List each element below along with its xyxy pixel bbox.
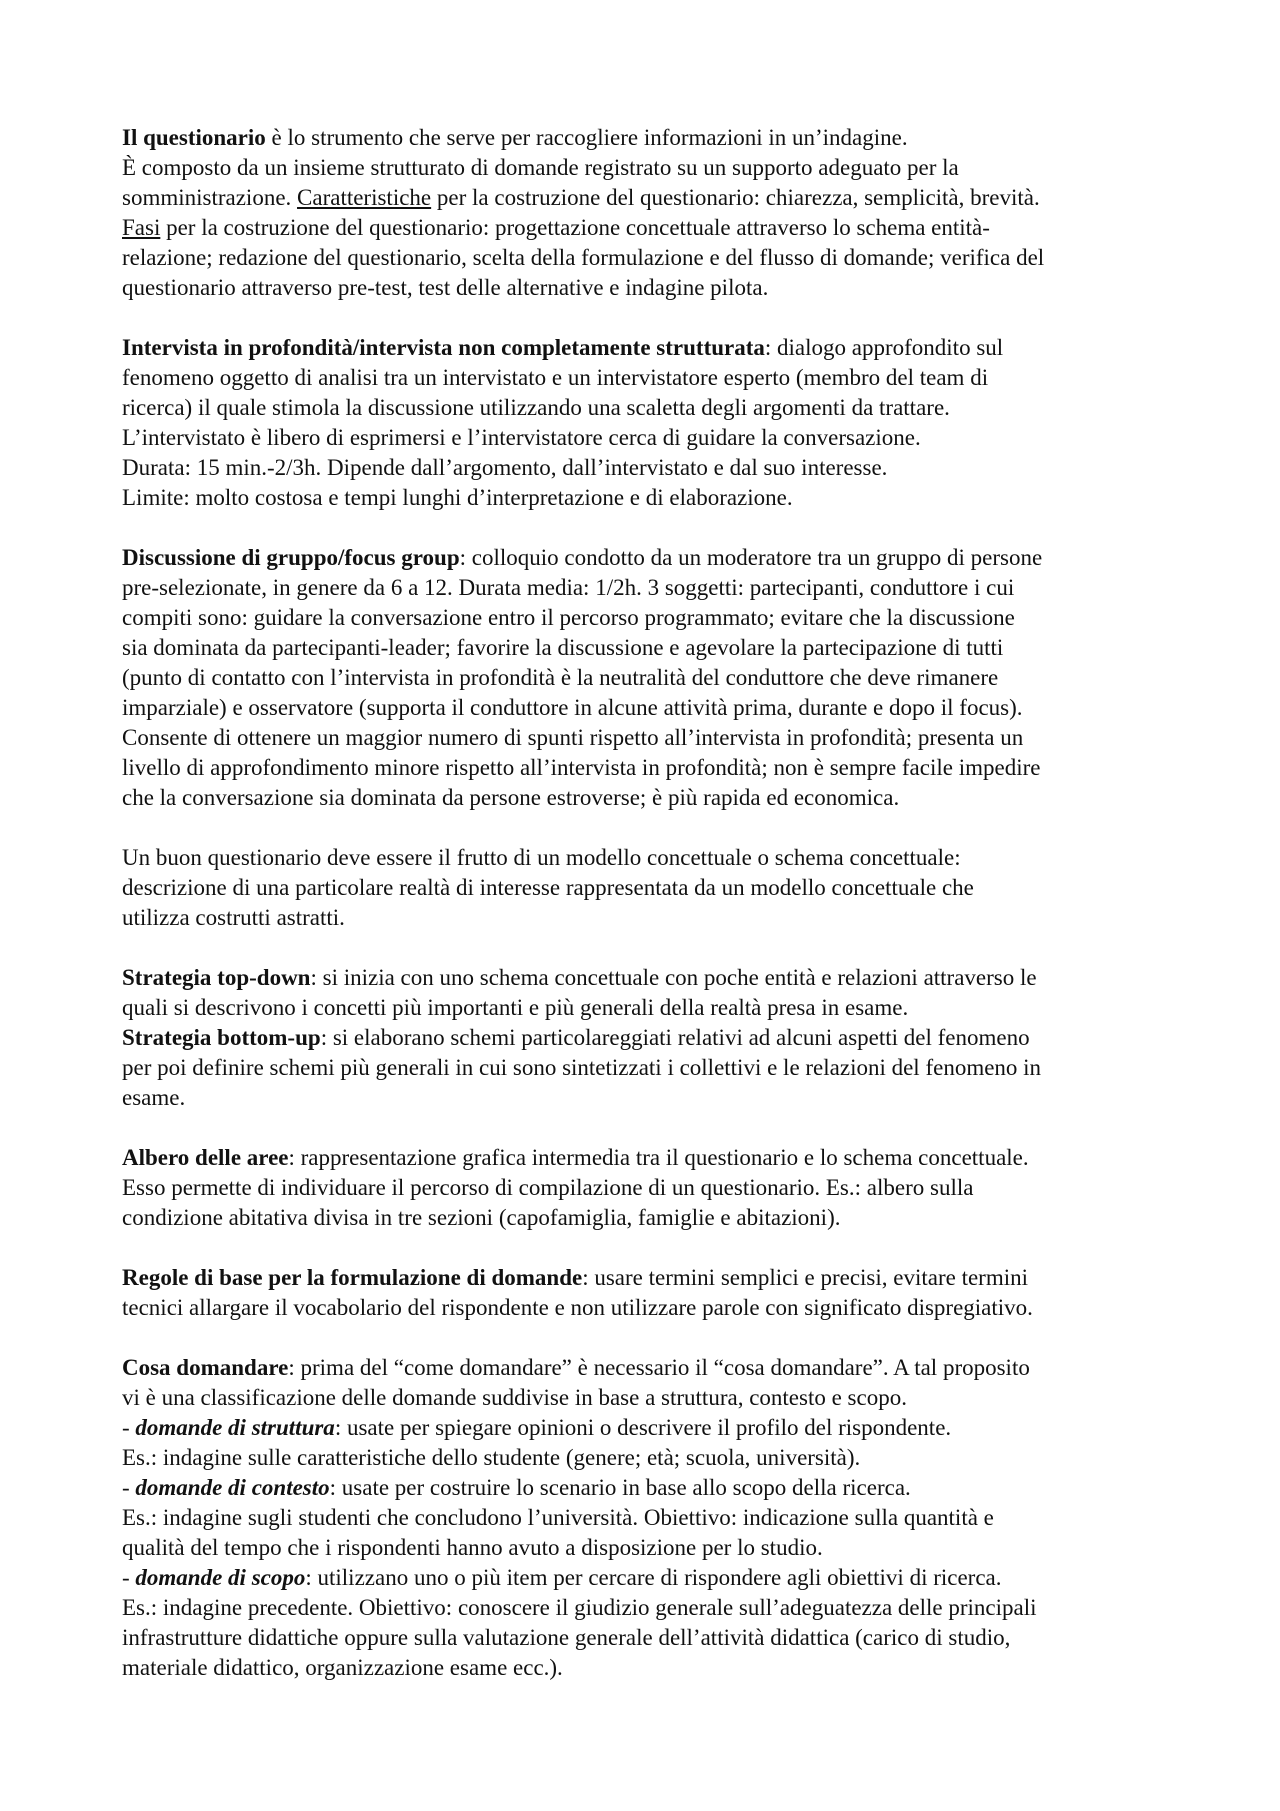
text-line: Strategia bottom-up: si elaborano schemi particolareggiati relativi ad alcuni aspetti del fenomeno: [122, 1025, 1030, 1050]
text-line: Esso permette di individuare il percorso di compilazione di un questionario. Es.: albero sulla: [122, 1175, 974, 1200]
paragraph-questionario: [122, 123, 1180, 303]
text-line: (punto di contatto con l’intervista in profondità è la neutralità del conduttore che deve rimanere: [122, 665, 999, 690]
paragraph-modello-concettuale: [122, 843, 1180, 933]
text-line: Consente di ottenere un maggior numero di spunti rispetto all’intervista in profondità; presenta un: [122, 725, 1024, 750]
term-domande-scopo: domande di scopo: [135, 1565, 306, 1590]
text-line: descrizione di una particolare realtà di interesse rappresentata da un modello concettuale che: [122, 875, 974, 900]
text-line: È composto da un insieme strutturato di domande registrato su un supporto adeguato per la: [122, 155, 959, 180]
text-line: Intervista in profondità/intervista non completamente strutturata: dialogo approfondito sul: [122, 335, 1004, 360]
text-line: materiale didattico, organizzazione esame ecc.).: [122, 1655, 563, 1680]
text-line: Fasi per la costruzione del questionario: progettazione concettuale attraverso lo schema entità-: [122, 215, 990, 240]
term-questionario: Il questionario: [122, 125, 266, 150]
text-line: condizione abitativa divisa in tre sezioni (capofamiglia, famiglie e abitazioni).: [122, 1205, 841, 1230]
text-line: Un buon questionario deve essere il frutto di un modello concettuale o schema concettuale:: [122, 845, 961, 870]
text-line: quali si descrivono i concetti più importanti e più generali della realtà presa in esame.: [122, 995, 909, 1020]
term-domande-struttura: domande di struttura: [135, 1415, 335, 1440]
text-line: imparziale) e osservatore (supporta il conduttore in alcune attività prima, durante e dopo il focus).: [122, 695, 1023, 720]
underlined-fasi: Fasi: [122, 215, 161, 240]
term-intervista: Intervista in profondità/intervista non completamente strutturata: [122, 335, 765, 360]
text-line: qualità del tempo che i rispondenti hanno avuto a disposizione per lo studio.: [122, 1535, 823, 1560]
text-line: sia dominata da partecipanti-leader; favorire la discussione e agevolare la partecipazione di tutti: [122, 635, 1004, 660]
text-line: Albero delle aree: rappresentazione grafica intermedia tra il questionario e lo schema concettuale.: [122, 1145, 1029, 1170]
text-line: Es.: indagine sulle caratteristiche dello studente (genere; età; scuola, università).: [122, 1445, 861, 1470]
list-item-struttura: - domande di struttura: usate per spiegare opinioni o descrivere il profilo del rispondente.: [122, 1415, 952, 1440]
text-line: Strategia top-down: si inizia con uno schema concettuale con poche entità e relazioni attraverso le: [122, 965, 1037, 990]
term-domande-contesto: domande di contesto: [135, 1475, 330, 1500]
text-line: infrastrutture didattiche oppure sulla valutazione generale dell’attività didattica (carico di studio,: [122, 1625, 1011, 1650]
text-line: L’intervistato è libero di esprimersi e l’intervistatore cerca di guidare la conversazione.: [122, 425, 921, 450]
paragraph-regole-base: [122, 1263, 1180, 1323]
text-line: questionario attraverso pre-test, test delle alternative e indagine pilota.: [122, 275, 769, 300]
text-line: che la conversazione sia dominata da persone estroverse; è più rapida ed economica.: [122, 785, 900, 810]
paragraph-intervista: [122, 333, 1180, 513]
paragraph-strategie: [122, 963, 1180, 1113]
text-line: Es.: indagine precedente. Obiettivo: conoscere il giudizio generale sull’adeguatezza delle principali: [122, 1595, 1037, 1620]
text-line: ricerca) il quale stimola la discussione utilizzando una scaletta degli argomenti da trattare.: [122, 395, 950, 420]
text-line: relazione; redazione del questionario, scelta della formulazione e del flusso di domande; verifica del: [122, 245, 1045, 270]
text-line: utilizza costrutti astratti.: [122, 905, 345, 930]
text-line: Es.: indagine sugli studenti che concludono l’università. Obiettivo: indicazione sulla quantità e: [122, 1505, 994, 1530]
term-strategia-top-down: Strategia top-down: [122, 965, 311, 990]
list-item-scopo: - domande di scopo: utilizzano uno o più item per cercare di rispondere agli obiettivi di ricerca.: [122, 1565, 1002, 1590]
text-line: Durata: 15 min.-2/3h. Dipende dall’argomento, dall’intervistato e dal suo interesse.: [122, 455, 888, 480]
term-regole-base: Regole di base per la formulazione di domande: [122, 1265, 583, 1290]
term-cosa-domandare: Cosa domandare: [122, 1355, 289, 1380]
text-line: esame.: [122, 1085, 186, 1110]
text-line: Discussione di gruppo/focus group: colloquio condotto da un moderatore tra un gruppo di persone: [122, 545, 1043, 570]
text-line: per poi definire schemi più generali in cui sono sintetizzati i collettivi e le relazioni del fenomeno in: [122, 1055, 1042, 1080]
term-albero-aree: Albero delle aree: [122, 1145, 289, 1170]
text-line: Cosa domandare: prima del “come domandare” è necessario il “cosa domandare”. A tal proposito: [122, 1355, 1030, 1380]
text-line: tecnici allargare il vocabolario del rispondente e non utilizzare parole con significato dispregiativo.: [122, 1295, 1033, 1320]
paragraph-focus-group: [122, 543, 1180, 813]
text-line: Limite: molto costosa e tempi lunghi d’interpretazione e di elaborazione.: [122, 485, 793, 510]
text-line: Il questionario è lo strumento che serve per raccogliere informazioni in un’indagine.: [122, 125, 908, 150]
paragraph-albero-aree: [122, 1143, 1180, 1233]
text-line: livello di approfondimento minore rispetto all’intervista in profondità; non è sempre facile impedire: [122, 755, 1041, 780]
text-line: fenomeno oggetto di analisi tra un intervistato e un intervistatore esperto (membro del team di: [122, 365, 989, 390]
text-line: pre-selezionate, in genere da 6 a 12. Durata media: 1/2h. 3 soggetti: partecipanti, conduttore i cui: [122, 575, 1015, 600]
list-item-contesto: - domande di contesto: usate per costruire lo scenario in base allo scopo della ricerca.: [122, 1475, 911, 1500]
underlined-caratteristiche: Caratteristiche: [297, 185, 432, 210]
text-line: somministrazione. Caratteristiche per la costruzione del questionario: chiarezza, semplicità, brevità.: [122, 185, 1040, 210]
text-line: compiti sono: guidare la conversazione entro il percorso programmato; evitare che la discussione: [122, 605, 1015, 630]
term-focus-group: Discussione di gruppo/focus group: [122, 545, 460, 570]
paragraph-cosa-domandare: [122, 1353, 1180, 1683]
text-line: vi è una classificazione delle domande suddivise in base a struttura, contesto e scopo.: [122, 1385, 907, 1410]
text-line: Regole di base per la formulazione di domande: usare termini semplici e precisi, evitare termini: [122, 1265, 1029, 1290]
term-strategia-bottom-up: Strategia bottom-up: [122, 1025, 321, 1050]
